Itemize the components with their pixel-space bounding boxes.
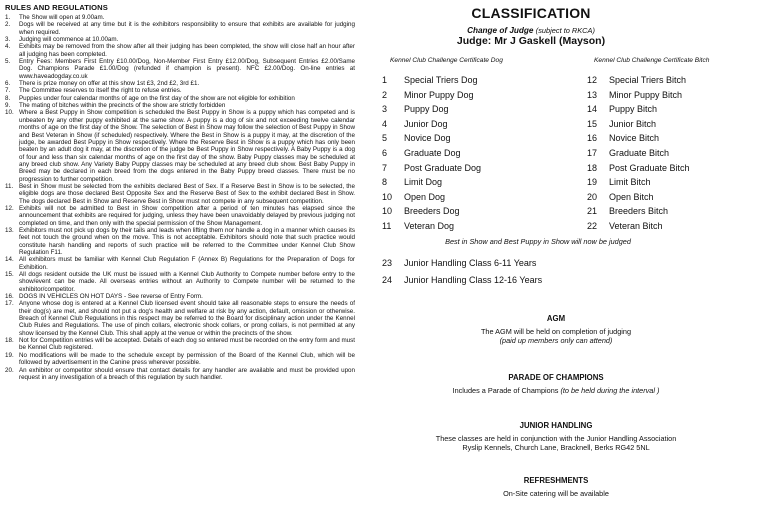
class-number: 24: [382, 275, 393, 285]
class-name: Junior Dog: [404, 118, 448, 129]
rules-column: [5, 3, 355, 381]
agm-heading: AGM: [546, 314, 566, 323]
rule-text: Entry Fees: Members First Entry £10.00/Dog, Non-Member First Entry £12.00/Dog, Subsequent Entries £2.00/Same Dog. Champions Parade £1.00/Dog (refunded if champion is present). NFC £2.00/Dog. On-line entries at www.haveadogday.co.uk: [19, 58, 355, 80]
change-of-judge: [378, 26, 684, 35]
rule-number: 6.: [5, 80, 11, 88]
rule-item: [5, 80, 355, 87]
junior-handling-classes: [378, 258, 756, 294]
parade-text-plain: Includes a Parade of Champions: [452, 385, 559, 395]
rule-text: The Show will open at 9.00am.: [19, 14, 105, 21]
rule-text: Dogs will be received at any time but it is the exhibitors responsibility to ensure that exhibits are available for judging when required.: [19, 21, 355, 36]
rule-number: 8.: [5, 94, 11, 102]
rule-number: 13.: [5, 226, 14, 234]
class-number: 17: [587, 148, 598, 158]
bitch-class-row: [587, 148, 669, 158]
rule-number: 17.: [5, 300, 14, 308]
class-number: 22: [587, 221, 598, 231]
refreshments-line1: On-Site catering will be available: [503, 489, 609, 499]
rule-text: All exhibitors must be familiar with Kennel Club Regulation F (Annex B) Regulations for the Preparation of Dogs for Exhibition.: [19, 256, 355, 271]
class-name: Minor Puppy Bitch: [609, 89, 683, 100]
rule-text: An exhibitor or competitor should ensure that contact details for any handler are available and must be provided upon request in any investigation of a breach of this regulation by such handler.: [19, 366, 355, 381]
rule-item: [5, 183, 355, 205]
rule-item: [5, 95, 355, 102]
rules-list: [5, 14, 355, 381]
bitch-class-row: [587, 133, 659, 143]
rule-text: No modifications will be made to the schedule except by permission of the Board of the Kennel Club, which will be followed by advertisement in the Canine press wherever possible.: [19, 351, 355, 367]
best-in-show-note: Best in Show and Best Puppy in Show will now be judged: [445, 237, 631, 246]
parade-section: [378, 373, 756, 395]
rule-item: [5, 337, 355, 352]
rule-number: 16.: [5, 293, 14, 301]
class-number: 5: [382, 133, 388, 144]
class-number: 10: [382, 191, 393, 202]
class-number: 10: [382, 206, 393, 217]
rule-number: 1.: [5, 14, 11, 21]
class-number: 12: [587, 75, 598, 85]
rule-text: The Committee reserves to itself the right to refuse entries.: [19, 87, 182, 95]
class-name: Open Dog: [404, 191, 446, 202]
rule-item: [5, 43, 355, 58]
rule-number: 3.: [5, 36, 11, 44]
bitch-class-row: [587, 192, 654, 202]
agm-section: [378, 314, 756, 346]
change-of-judge-label: Change of Judge: [467, 26, 534, 35]
class-name: Junior Bitch: [609, 118, 657, 129]
bitch-class-row: [587, 163, 690, 173]
class-name: Limit Dog: [404, 177, 443, 188]
dog-class-row: [382, 206, 460, 216]
column-headings: [378, 57, 756, 69]
dog-class-row: [382, 90, 474, 100]
dog-class-row: [382, 192, 445, 202]
rule-item: [5, 300, 355, 337]
class-number: 4: [382, 118, 388, 129]
parade-text: [378, 386, 734, 395]
rule-text: Best in Show must be selected from the exhibits declared Best of Sex. If a Reserve Best in Show is to be selected, the eligible dogs are those declared Best Opposite Sex and the Reserve Best of Sex to the exhibit declared Best in Show. The dogs declared Best in Show and Reserve Best in Show must not compete in any subsequent competition.: [19, 182, 355, 205]
class-name: Veteran Dog: [404, 221, 455, 231]
rule-number: 10.: [5, 109, 14, 117]
rule-item: [5, 352, 355, 367]
rule-text: The mating of bitches within the precincts of the show are strictly forbidden: [19, 102, 226, 110]
parade-text-italic: (to be held during the interval ): [560, 385, 660, 395]
class-number: 23: [382, 258, 393, 268]
class-name: Graduate Bitch: [609, 148, 670, 158]
junior-class-row: [382, 275, 542, 285]
rule-text: Exhibits will not be admitted to Best in Show competition after a period of ten minutes has elapsed since the announcement that exhibits are required for judging, unless they have been unavoidably delayed by previous judging not completed on time, and then only with the special permission of the Show Management.: [19, 204, 355, 227]
class-name: Puppy Bitch: [609, 104, 658, 115]
rule-item: [5, 205, 355, 227]
rule-item: [5, 227, 355, 256]
class-name: Graduate Dog: [404, 148, 461, 158]
class-number: 2: [382, 89, 388, 100]
classification-title: CLASSIFICATION: [471, 5, 591, 21]
class-name: Novice Bitch: [609, 133, 660, 144]
dog-class-row: [382, 119, 448, 129]
class-name: Breeders Dog: [404, 206, 460, 217]
class-number: 19: [587, 177, 598, 188]
class-name: Special Triers Bitch: [609, 75, 687, 85]
rule-number: 4.: [5, 43, 11, 51]
junior-class-row: [382, 258, 536, 268]
bitch-class-row: [587, 90, 682, 100]
classification-column: [378, 5, 756, 499]
dog-class-row: [382, 133, 451, 143]
rule-item: [5, 87, 355, 94]
rule-text: Exhibits may be removed from the show after all their judging has been completed, the show will close half an hour after all judging has been completed.: [19, 43, 355, 58]
judge-name: Judge: Mr J Gaskell (Mayson): [456, 35, 606, 47]
class-name: Post Graduate Dog: [404, 162, 482, 173]
dog-class-row: [382, 221, 454, 231]
rule-item: [5, 367, 355, 382]
bitch-class-row: [587, 221, 663, 231]
class-number: 11: [382, 221, 392, 231]
class-number: 13: [587, 89, 598, 100]
junior-handling-line2: Ryslip Kennels, Church Lane, Bracknell, Berks RG42 5NL: [462, 443, 650, 453]
rule-number: 2.: [5, 21, 11, 29]
class-name: Veteran Bitch: [609, 221, 663, 231]
rule-item: [5, 102, 355, 109]
class-number: 6: [382, 148, 388, 158]
rule-text: Judging will commence at 10.00am.: [19, 36, 119, 44]
bitch-column-heading: Kennel Club Challenge Certificate Bitch: [594, 57, 710, 64]
class-name: Open Bitch: [609, 191, 654, 202]
class-number: 21: [587, 206, 598, 217]
bitch-class-row: [587, 119, 656, 129]
rule-item: [5, 21, 355, 36]
rule-number: 12.: [5, 204, 14, 212]
rule-item: [5, 109, 355, 182]
class-number: 20: [587, 191, 598, 202]
dog-class-row: [382, 75, 478, 85]
agm-line2: (paid up members only can attend): [499, 336, 613, 346]
class-number: 14: [587, 104, 598, 115]
rule-text: Where a Best Puppy in Show competition is scheduled the Best Puppy in Show is a puppy which has competed and is unbeaten by any other puppy exhibited at the same show. A puppy is a dog of six and not exceeding twelve calendar months of age on the first day of the Show. The selection of Best in Show may follow the selection of Best Puppy in Show and Best Veteran in Show (if scheduled) respectively. Where the Best in Show is a puppy it may, at the discretion of the judge, be awarded Best Puppy in Show respectively. Where the Reserve Best in Show is a puppy which has only been beaten by an adult dog it may, at the discretion of the judge be Best Puppy in Show respectively. A Baby Puppy is a dog of four and less than six calendar months of age on the first day of the show. Baby Puppy classes may be scheduled at any breed club show. Any Variety Baby Puppy classes may be scheduled at any breed club show. Best Baby Puppy in Breed may be declared in each breed from the dogs entered in the Baby Puppy breed classes. There must be no progression to further competition.: [19, 109, 355, 183]
class-name: Junior Handling Class 6-11 Years: [404, 258, 537, 268]
class-name: Limit Bitch: [609, 177, 651, 188]
rule-number: 18.: [5, 337, 14, 345]
dog-class-row: [382, 177, 442, 187]
bitch-class-row: [587, 75, 686, 85]
rule-number: 19.: [5, 351, 14, 359]
class-number: 3: [382, 104, 388, 115]
class-number: 18: [587, 162, 598, 173]
class-name: Post Graduate Bitch: [609, 162, 690, 173]
class-number: 7: [382, 162, 388, 173]
class-number: 8: [382, 177, 388, 188]
bitch-class-row: [587, 206, 668, 216]
agm-line1: The AGM will be held on completion of judging: [480, 327, 632, 336]
dog-class-row: [382, 104, 449, 114]
rule-item: [5, 256, 355, 271]
rule-number: 7.: [5, 87, 11, 95]
rule-item: [5, 58, 355, 80]
junior-handling-section: [378, 421, 756, 453]
class-name: Novice Dog: [404, 133, 451, 144]
junior-handling-heading: JUNIOR HANDLING: [519, 420, 593, 430]
rule-text: Not for Competition entries will be accepted. Details of each dog so entered must be recorded on the entry form and must be Kennel Club registered.: [19, 337, 355, 352]
class-name: Minor Puppy Dog: [404, 89, 474, 100]
class-number: 15: [587, 118, 598, 129]
refreshments-heading: REFRESHMENTS: [523, 476, 589, 486]
rule-text: DOGS IN VEHICLES ON HOT DAYS - See reverse of Entry Form.: [19, 293, 203, 301]
dog-column-heading: Kennel Club Challenge Certificate Dog: [390, 57, 503, 64]
rule-text: Exhibitors must not pick up dogs by their tails and leads when lifting them nor handle a dog in a manner which causes its feet not touch the ground when on the move. This is not acceptable. Exhibitors should note that such practice would constitute harsh handling and reports of such practice will be referred to the Committee under Kennel Club Show Regulation F11.: [19, 226, 355, 256]
bitch-class-row: [587, 177, 651, 187]
dog-class-row: [382, 163, 481, 173]
class-name: Puppy Dog: [404, 104, 449, 115]
class-number: 1: [382, 75, 388, 85]
rule-number: 20.: [5, 366, 14, 374]
rule-text: There is prize money on offer at this show 1st £3, 2nd £2, 3rd £1.: [19, 80, 200, 88]
class-name: Breeders Bitch: [609, 206, 669, 217]
rule-text: Anyone whose dog is entered at a Kennel Club licensed event should take all reasonable steps to ensure the needs of their dog(s) are met, and should not put a dog's health and welfare at risk by any action, default, omission or otherwise. Breach of Kennel Club Regulations in this respect may be referred to the Board for disciplinary action under the Kennel Club Rules and Regulations. The use of pinch collars, electronic shock collars, or prong collars, is not permitted at any show licensed by the Kennel Club. This shall apply at the venue or within the precincts of the show.: [19, 300, 355, 337]
refreshments-section: [378, 476, 756, 498]
class-name: Junior Handling Class 12-16 Years: [404, 275, 543, 285]
rule-number: 5.: [5, 58, 11, 66]
bitch-class-row: [587, 104, 657, 114]
rule-text: Puppies under four calendar months of age on the first day of the show are not eligible for exhibition: [19, 94, 295, 102]
rule-number: 15.: [5, 271, 14, 279]
rule-number: 14.: [5, 256, 14, 264]
class-name: Special Triers Dog: [404, 75, 478, 85]
dog-class-row: [382, 148, 461, 158]
rule-item: [5, 14, 355, 21]
rule-text: All dogs resident outside the UK must be issued with a Kennel Club Authority to Compete number before entry to the show/event can be made. All overseas entries without an Authority to Compete number will be returned to the exhibitor/competitor.: [19, 271, 355, 293]
rule-number: 9.: [5, 102, 11, 110]
junior-handling-line1: These classes are held in conjunction with the Junior Handling Association: [435, 433, 677, 443]
change-of-judge-note: (subject to RKCA): [535, 26, 595, 35]
parade-heading: PARADE OF CHAMPIONS: [508, 372, 604, 382]
class-list: [378, 75, 756, 235]
rules-heading: RULES AND REGULATIONS: [5, 3, 108, 12]
rule-item: [5, 271, 355, 293]
rule-item: [5, 293, 355, 300]
rule-number: 11.: [5, 182, 14, 190]
rule-item: [5, 36, 355, 43]
class-number: 16: [587, 133, 598, 144]
